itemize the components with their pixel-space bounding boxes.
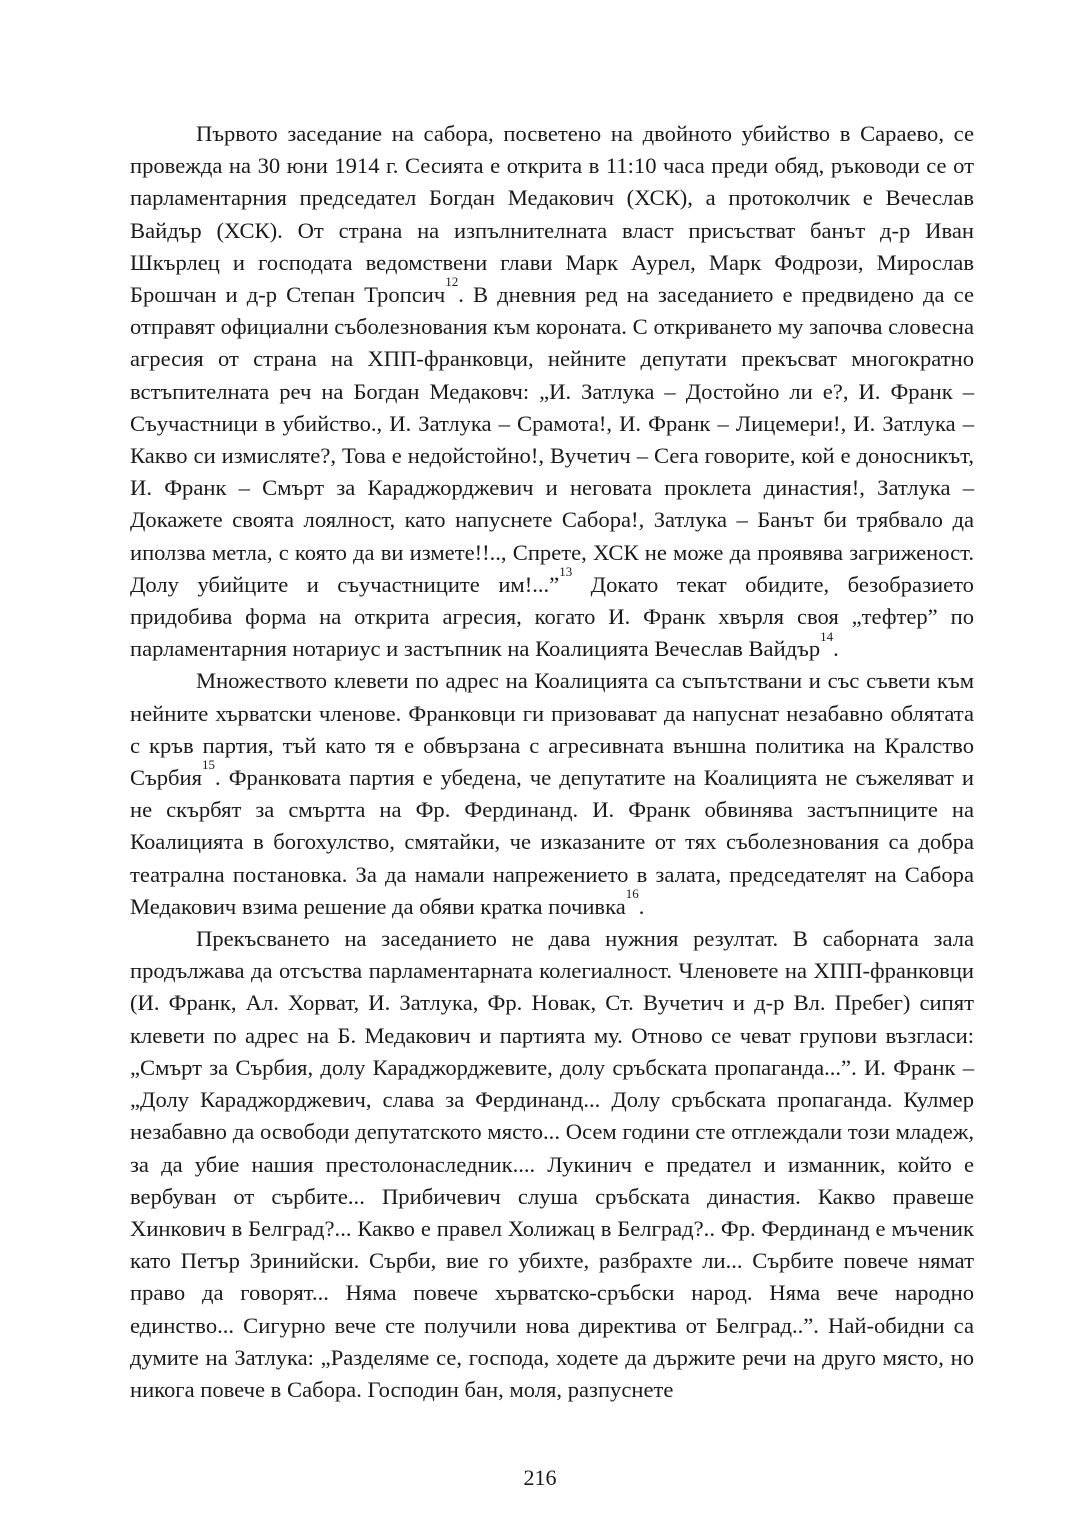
paragraph-2	[130, 665, 974, 923]
paragraph-2-text-c: .	[638, 893, 645, 919]
footnote-marker-13: 13	[559, 564, 573, 580]
paragraph-1-text-b: . В дневния ред на заседанието е предвидено да се отправят официални съболезнования към короната. С откриването му започва словесна агресия от страна на ХПП-франковци, нейните депутати прекъсват многократно встъпителната реч на Богдан Медаковч: „И. Затлука – Достойно ли е?, И. Франк – Съучастници в убийство., И. Затлука – Срамота!, И. Франк – Лицемери!, И. Затлука – Какво си измисляте?, Това е недойстойно!, Вучетич – Сега говорите, кой е доносникът, И. Франк – Смърт за Караджорджевич и неговата проклета династия!, Затлука – Докажете своята лоялност, като напуснете Сабора!, Затлука – Банът би трябвало да иползва метла, с която да ви измете!!.., Спрете, ХСК не може да проявява загриженост. Долу убийците и съучастниците им!...”	[130, 282, 974, 597]
footnote-marker-14: 14	[820, 628, 834, 644]
paragraph-3-text: Прекъсването на заседанието не дава нужния резултат. В саборната зала продължава да отсъства парламентарната колегиалност. Членовете на ХПП-франковци (И. Франк, Ал. Хорват, И. Затлука, Фр. Новак, Ст. Вучетич и д-р Вл. Пребег) сипят клевети по адрес на Б. Медакович и партията му. Отново се чеват групови възгласи: „Смърт за Сърбия, долу Караджорджевите, долу сръбската пропаганда...”. И. Франк – „Долу Караджорджевич, слава за Фердинанд... Долу сръбската пропаганда. Кулмер незабавно да освободи депутатското място... Осем години сте отглеждали този младеж, за да убие нашия престолонаследник.... Лукинич е предател и изманник, който е вербуван от сърбите... Прибичевич слуша сръбската династия. Какво правеше Хинкович в Белград?... Какво е правел Холижац в Белград?.. Фр. Фердинанд е мъченик като Петър Зринийски. Сърби, вие го убихте, разбрахте ли... Сърбите повече нямат право да говорят... Няма повече хърватско-сръбски народ. Няма вече народно единство... Сигурно вече сте получили нова директива от Белград..”. Най-обидни са думите на Затлука: „Разделяме се, господа, ходете да държите речи на друго място, но никога повече в Сабора. Господин бан, моля, разпуснете	[130, 926, 974, 1402]
document-body	[130, 118, 974, 1406]
footnote-marker-12: 12	[445, 274, 459, 290]
paragraph-2-text-b: . Франковата партия е убедена, че депутатите на Коалицията не съжеляват и не скърбят за смъртта на Фр. Фердинанд. И. Франк обвинява застъпниците на Коалицията в богохулство, смятайки, че изказаните от тях съболезнования са добра театрална постановка. За да намали напрежението в залата, председателят на Сабора Медакович взима решение да обяви кратка почивка	[130, 765, 974, 919]
page-number: 216	[523, 1465, 557, 1490]
paragraph-1-text-c: Докато текат обидите, безобразието придобива форма на открита агресия, когато И. Франк хвърля своя „тефтер” по парламентарния нотариус и застъпник на Коалицията Вечеслав Вайдър	[130, 571, 974, 662]
paragraph-3	[130, 923, 974, 1406]
paragraph-1	[130, 118, 974, 665]
footnote-marker-16: 16	[625, 886, 639, 902]
paragraph-1-text-a: Първото заседание на сабора, посветено на двойното убийство в Сараево, се провежда на 30 юни 1914 г. Сесията е открита в 11:10 часа преди обяд, ръководи се от парламентарния председател Богдан Медакович (ХСК), а протоколчик е Вечеслав Вайдър (ХСК). От страна на изпълнителната власт присъстват банът д-р Иван Шкърлец и господата ведомствени глави Марк Аурел, Марк Фодрози, Мирослав Брошчан и д-р Степан Тропсич	[130, 121, 974, 308]
footnote-marker-15: 15	[202, 757, 216, 773]
paragraph-1-text-d: .	[833, 636, 839, 662]
paragraph-2-text-a: Множеството клевети по адрес на Коалицията са съпътствани и със съвети към нейните хърватски членове. Франковци ги призовават да напуснат незабавно облятата с кръв партия, тъй като тя е обвързана с агресивната външна политика на Кралство Сърбия	[130, 668, 974, 791]
